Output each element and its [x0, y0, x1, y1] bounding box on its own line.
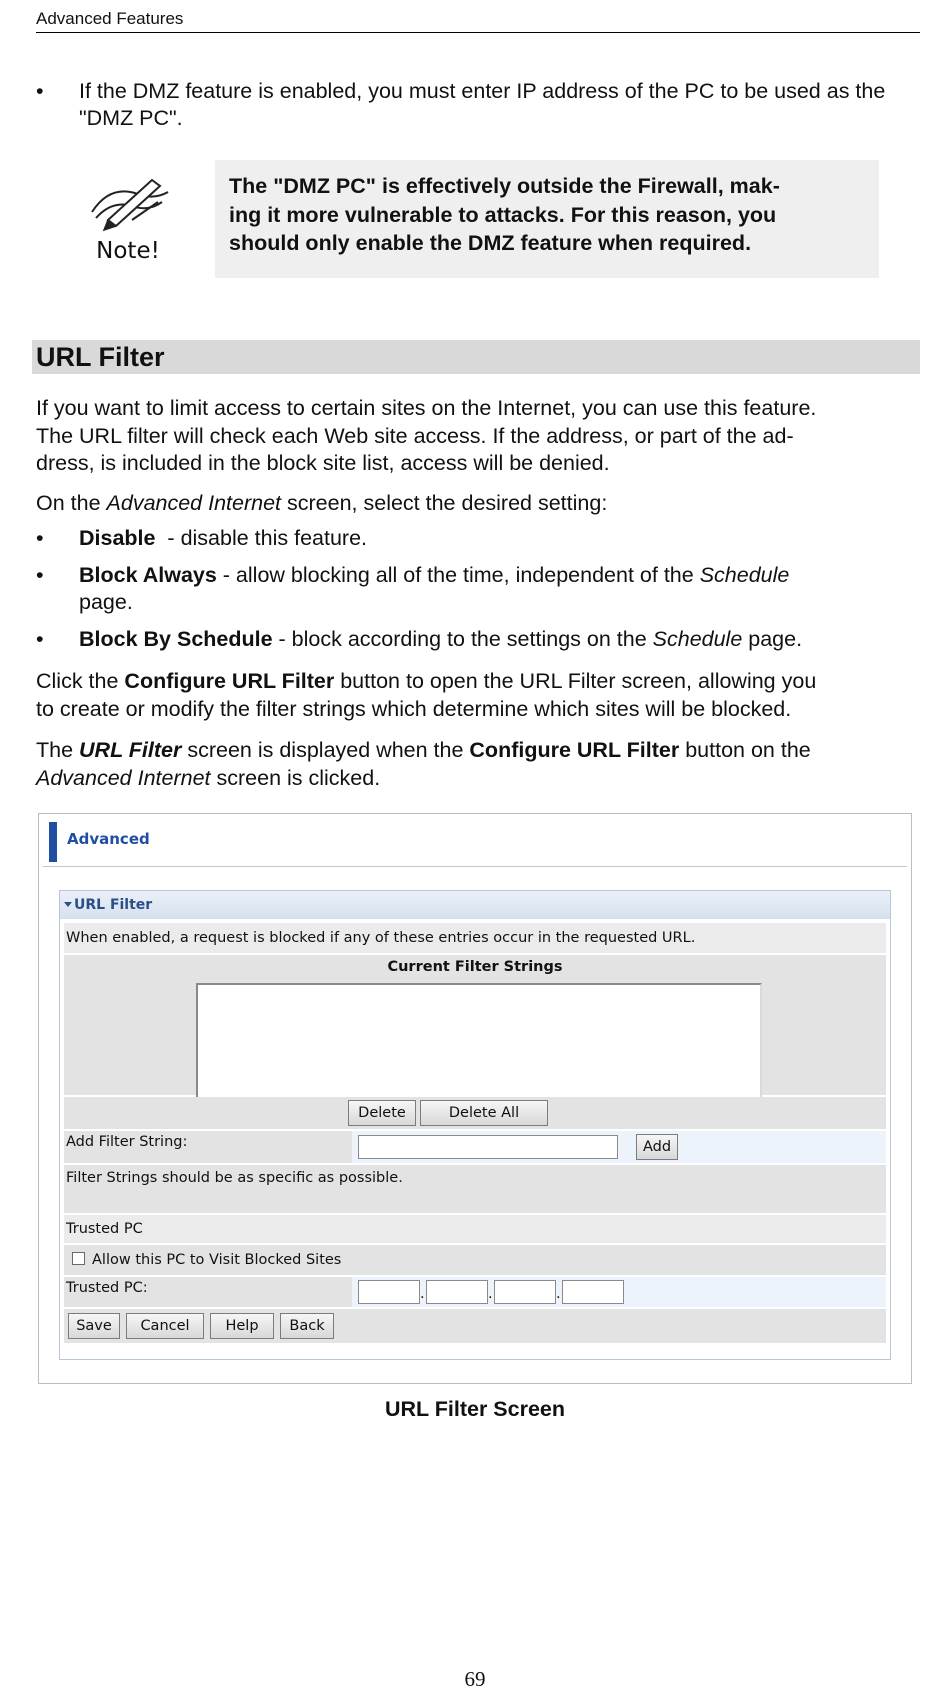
option-schedule: Schedule	[652, 627, 743, 651]
on-the-paragraph	[36, 490, 916, 518]
url-filter-screenshot	[38, 813, 912, 1384]
option-schedule: Schedule	[699, 563, 790, 587]
screen-line2-post: screen is clicked.	[210, 765, 381, 790]
on-the-post: screen, select the desired setting:	[281, 491, 608, 515]
panel-description: When enabled, a request is blocked if any of these entries occur in the requested URL.	[66, 930, 696, 946]
on-the-pre: On the	[36, 491, 107, 515]
delete-button[interactable]: Delete	[348, 1100, 416, 1126]
allow-label: Allow this PC to Visit Blocked Sites	[92, 1252, 342, 1268]
description-row	[64, 923, 886, 953]
option-desc-end: page.	[742, 627, 803, 651]
dmz-bullet-text: If the DMZ feature is enabled, you must enter IP address of the PC to be used as the "DMZ PC".	[79, 79, 886, 130]
advanced-nav-bar	[49, 822, 57, 862]
click-post: button to open the URL Filter screen, allowing you	[334, 669, 817, 693]
click-pre: Click the	[36, 669, 125, 693]
add-filter-row	[64, 1131, 886, 1163]
screen-pre: The	[36, 738, 80, 762]
url-filter-panel	[59, 890, 891, 1360]
intro-line-2: The URL filter will check each Web site access. If the address, or part of the ad-	[36, 423, 794, 448]
option-block-by-schedule	[36, 626, 906, 654]
filter-list-heading: Current Filter Strings	[387, 959, 563, 975]
ip-dot-2: .	[488, 1286, 493, 1302]
hint-row	[64, 1165, 886, 1213]
advanced-nav-title[interactable]: Advanced	[67, 830, 150, 848]
trusted-pc-label: Trusted PC:	[66, 1280, 148, 1296]
option-block-always	[36, 562, 906, 618]
on-the-screen-name: Advanced Internet	[106, 491, 282, 515]
nav-divider	[43, 866, 907, 867]
screen-mid: screen is displayed when the	[181, 738, 470, 762]
note-line-2: ing it more vulnerable to attacks. For this reason, you	[229, 202, 777, 227]
dmz-bullet	[36, 78, 906, 134]
page-number: 69	[464, 1667, 486, 1691]
add-filter-label: Add Filter String:	[66, 1134, 188, 1150]
option-disable	[36, 525, 906, 553]
click-paragraph	[36, 668, 916, 723]
page-header	[36, 8, 920, 33]
panel-title: URL Filter	[74, 897, 153, 913]
note-pencil-icon	[82, 172, 178, 262]
option-desc-end: page.	[79, 590, 133, 614]
figure-caption: URL Filter Screen	[384, 1397, 566, 1421]
trusted-pc-heading: Trusted PC	[66, 1221, 143, 1237]
bullet-dot: •	[36, 627, 44, 651]
screen-advanced-internet: Advanced Internet	[36, 765, 211, 790]
bullet-dot: •	[36, 563, 44, 587]
add-button[interactable]: Add	[636, 1134, 678, 1160]
trusted-heading-row	[64, 1215, 886, 1243]
note-line-3: should only enable the DMZ feature when required.	[229, 231, 752, 255]
filter-strings-list[interactable]	[196, 983, 762, 1109]
collapse-triangle-icon	[64, 902, 72, 907]
ip-octet-4[interactable]	[562, 1280, 624, 1304]
action-buttons-row	[64, 1309, 886, 1343]
allow-row	[64, 1245, 886, 1275]
note-box	[215, 160, 879, 278]
add-filter-cell	[352, 1131, 886, 1163]
section-heading: URL Filter	[32, 340, 920, 374]
back-button[interactable]: Back	[280, 1313, 334, 1339]
screen-post: button on the	[679, 738, 811, 762]
ip-octet-3[interactable]	[494, 1280, 556, 1304]
option-label: Block By Schedule	[79, 627, 273, 651]
delete-buttons-row	[64, 1097, 886, 1129]
option-desc: - allow blocking all of the time, independent of the	[216, 563, 700, 587]
intro-paragraph	[36, 395, 916, 478]
help-button[interactable]: Help	[210, 1313, 274, 1339]
save-button[interactable]: Save	[68, 1313, 120, 1339]
bullet-dot: •	[36, 526, 44, 550]
click-button-name: Configure URL Filter	[124, 669, 335, 693]
option-desc: - disable this feature.	[155, 526, 368, 550]
allow-checkbox[interactable]	[72, 1252, 85, 1265]
bullet-dot: •	[36, 79, 44, 103]
trusted-pc-row	[64, 1277, 886, 1307]
note-icon-label: Note!	[96, 238, 160, 262]
note-text	[229, 172, 859, 258]
ip-octet-2[interactable]	[426, 1280, 488, 1304]
intro-line-3: dress, is included in the block site list, access will be denied.	[36, 451, 610, 475]
click-line-2: to create or modify the filter strings which determine which sites will be blocked.	[36, 696, 792, 721]
screen-button-name: Configure URL Filter	[469, 738, 680, 762]
panel-header[interactable]	[60, 891, 890, 919]
screen-name: URL Filter	[79, 738, 182, 762]
cancel-button[interactable]: Cancel	[126, 1313, 204, 1339]
delete-all-button[interactable]: Delete All	[420, 1100, 548, 1126]
note-line-1: The "DMZ PC" is effectively outside the Firewall, mak-	[229, 174, 780, 198]
ip-dot-3: .	[556, 1286, 561, 1302]
add-filter-input[interactable]	[358, 1135, 618, 1159]
ip-octet-1[interactable]	[358, 1280, 420, 1304]
header-section-title: Advanced Features	[36, 9, 184, 28]
intro-line-1: If you want to limit access to certain sites on the Internet, you can use this feature.	[36, 396, 817, 420]
option-label: Disable	[79, 526, 156, 550]
filter-hint: Filter Strings should be as specific as possible.	[66, 1170, 403, 1186]
option-label: Block Always	[79, 563, 217, 587]
trusted-pc-cell	[352, 1277, 886, 1307]
option-desc: - block according to the settings on the	[272, 627, 653, 651]
screen-paragraph	[36, 737, 916, 792]
ip-dot-1: .	[420, 1286, 425, 1302]
